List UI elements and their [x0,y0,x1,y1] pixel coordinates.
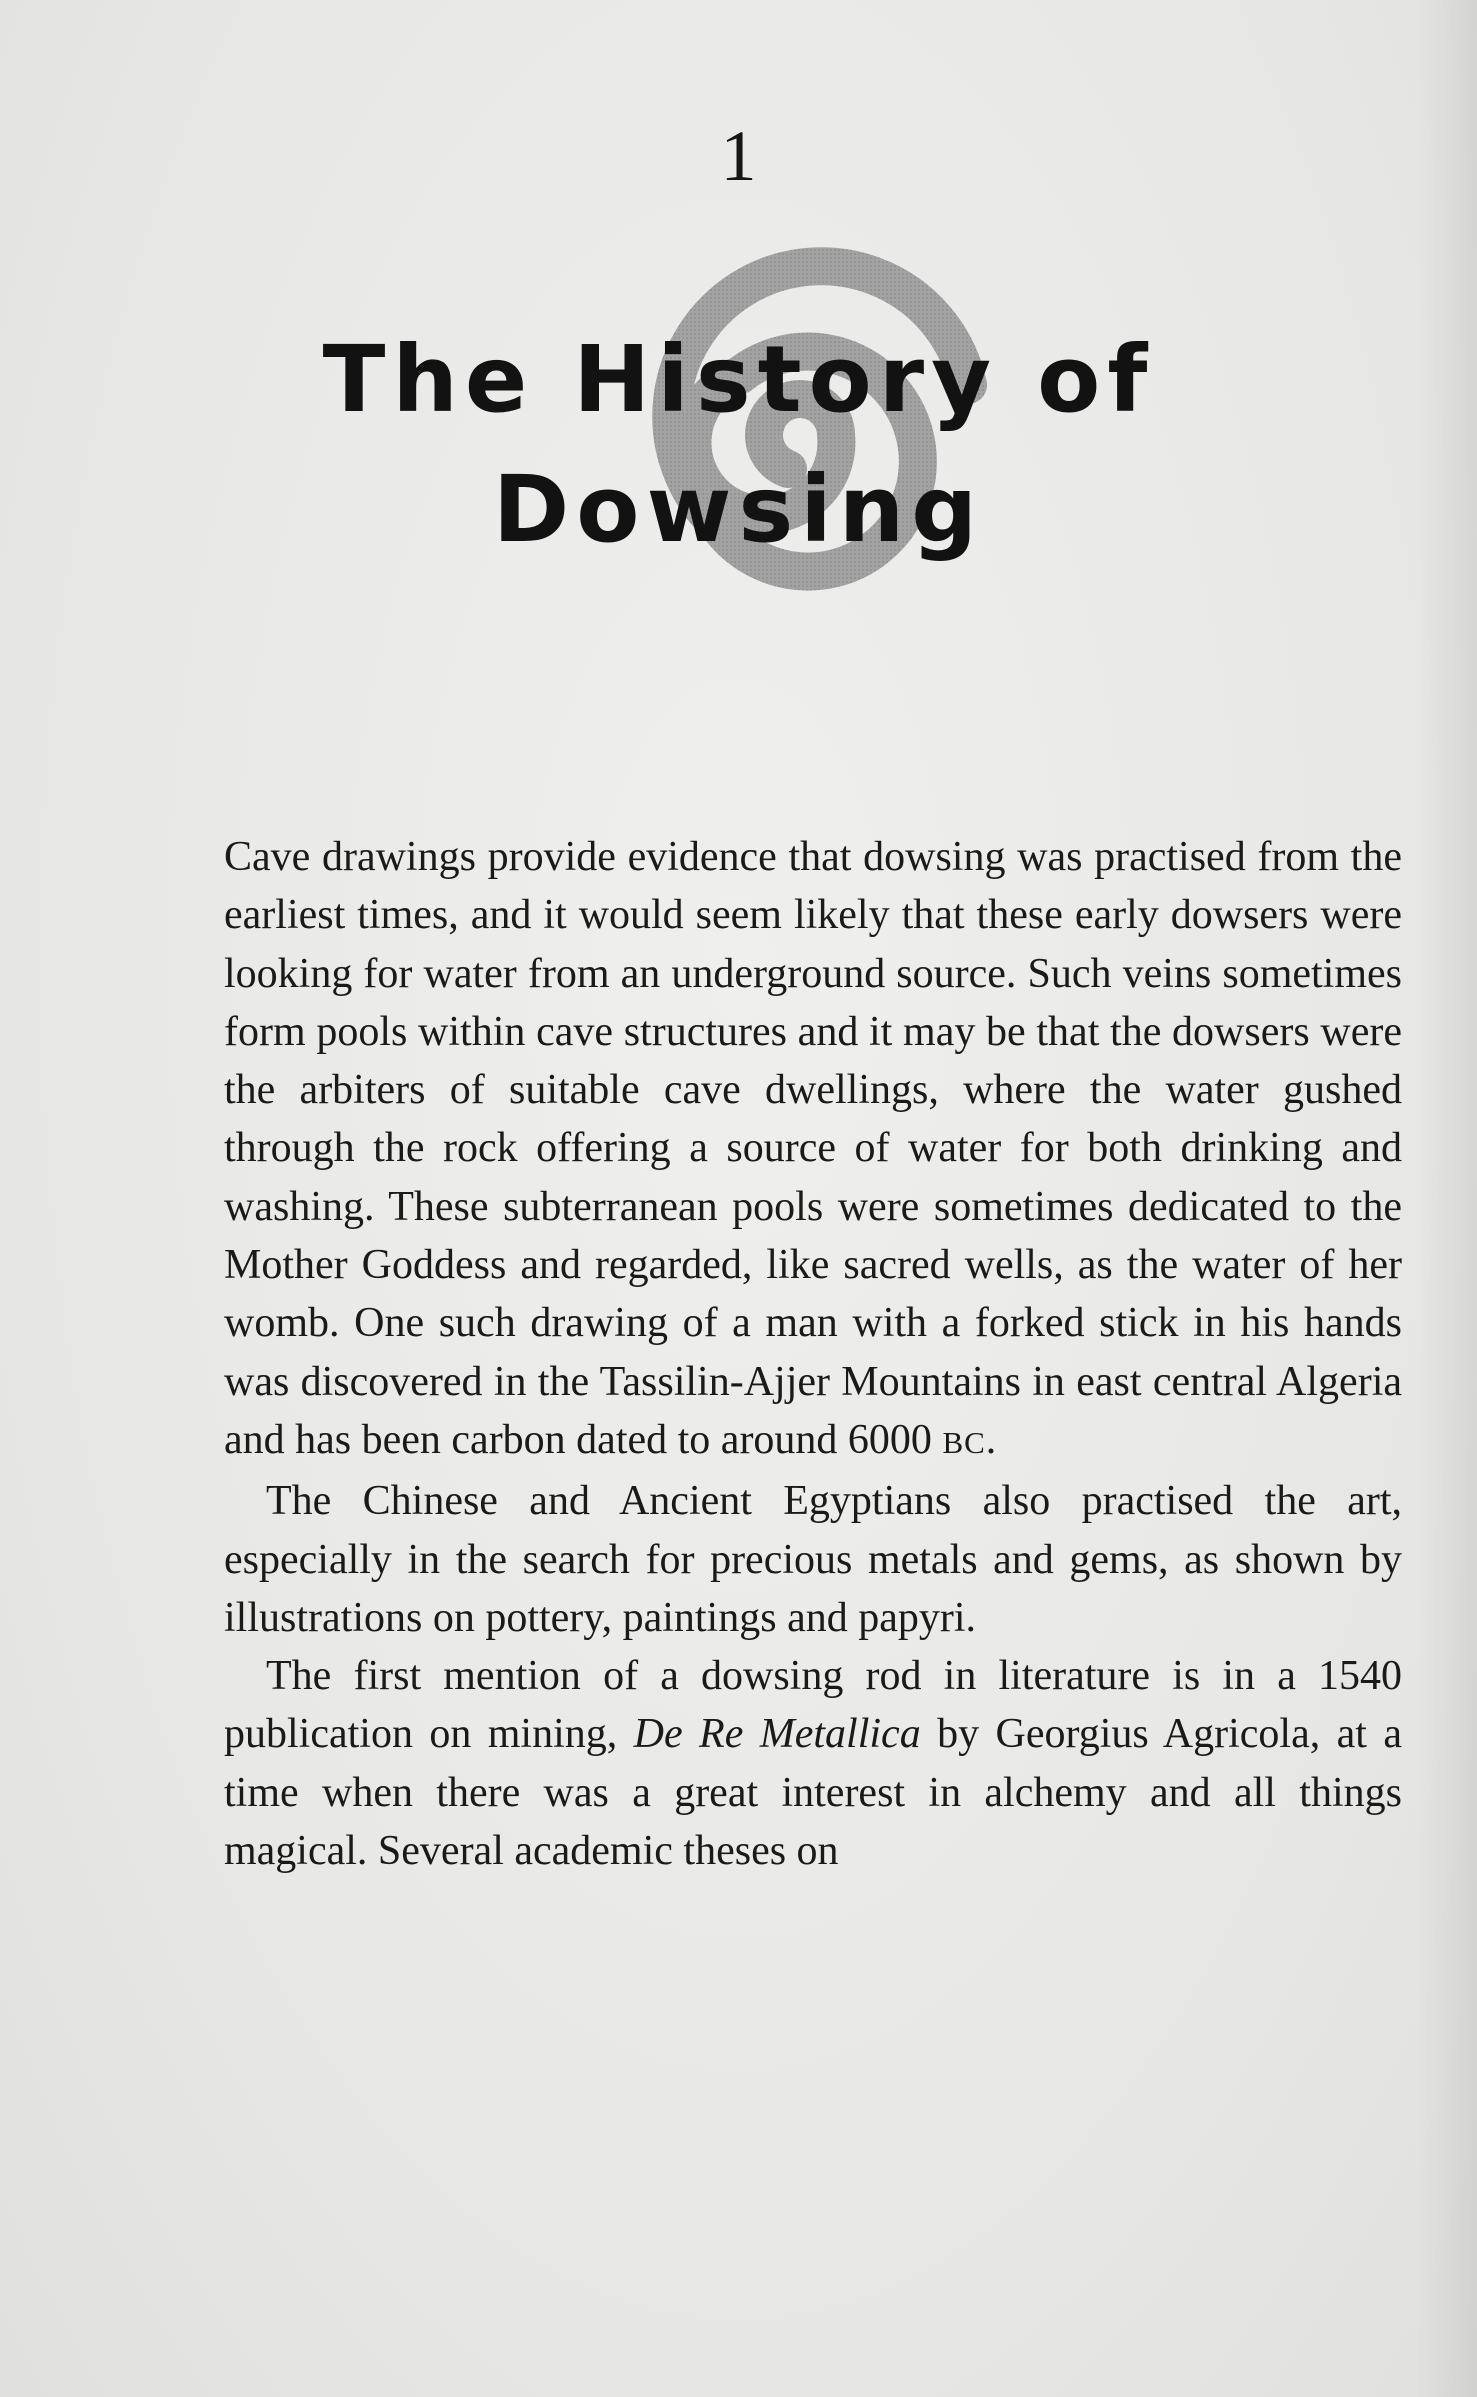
era-abbreviation: BC [942,1424,986,1460]
book-title-italic: De Re Metallica [633,1711,921,1758]
paragraph-1-end: . [985,1416,997,1463]
paragraph-1-text: Cave drawings provide evidence that dowsing was practised from the earliest times, and it would seem likely that these early dowsers were looking for water from an underground source. Such veins sometimes form pools within cave structures and it may be that the dowsers were the arbiters of suitable cave dwellings, where the water gushed through the rock offering a source of water for both drinking and washing. These subterranean pools were sometimes dedicated to the Mother Goddess and regarded, like sacred wells, as the water of her womb. One such drawing of a man with a forked stick in his hands was discovered in the Tassilin-Ajjer Mountains in east central Algeria and has been carbon dated to around 6000 [224,834,1402,1463]
paragraph-1 [224,828,1402,1472]
paragraph-3 [224,1647,1402,1880]
chapter-title-line-1: The History of [322,326,1155,433]
paragraph-3-end: by Georgius Agricola, at a time when there was a great interest in alchemy and all things magical. Several academic theses on [224,1711,1402,1875]
chapter-number: 1 [720,116,757,196]
paragraph-3-start: The first mention of a dowsing rod in literature is in a 1540 publication on mining, [224,1653,1402,1758]
chapter-title [0,315,1477,575]
chapter-title-line-2: Dowsing [492,456,985,563]
chapter-body-text [224,828,1402,1880]
paragraph-2: The Chinese and Ancient Egyptians also practised the art, especially in the search for precious metals and gems, as shown by illustrations on pottery, paintings and papyri. [224,1478,1402,1641]
